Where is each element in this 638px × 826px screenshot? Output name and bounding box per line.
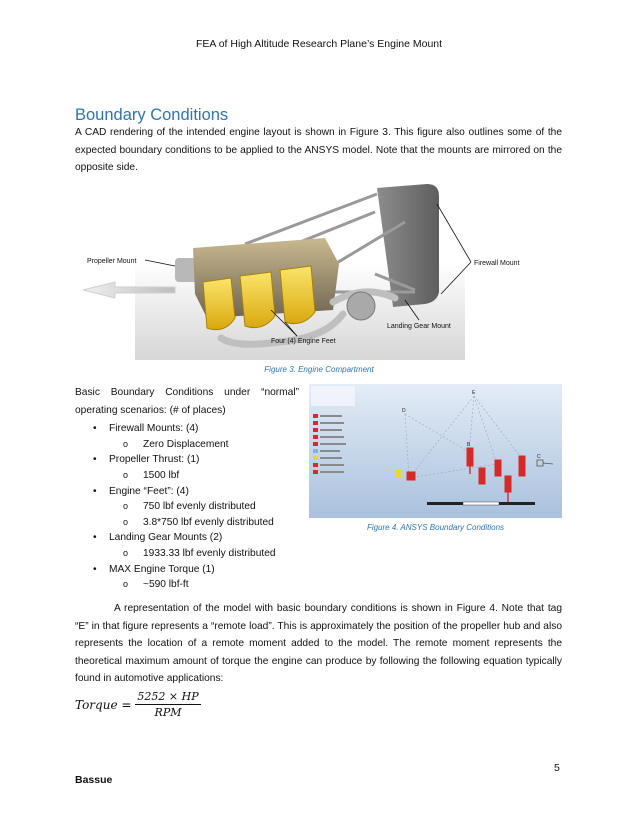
boundary-conditions-list — [75, 384, 299, 593]
label-propeller-mount: Propeller Mount — [87, 258, 137, 265]
equation-numerator: 5252 × HP — [137, 690, 199, 703]
equation-fraction — [135, 690, 200, 719]
sub-list-item: o Zero Displacement — [109, 437, 299, 453]
list-item — [75, 484, 299, 531]
point-label-c: C — [537, 454, 541, 460]
sub-list-item: o 3.8*750 lbf evenly distributed — [109, 515, 299, 531]
model-description-paragraph: A representation of the model with basic boundary conditions is shown in Figure 4. Note that tag “E” in that figure represents a “remote load”. This is approximately the position of the propeller hub and also represents the location of a remote moment added to the model. The remote moment represents the theoretical maximum amount of torque the engine can produce by following the following equation typically found in automotive applications: — [75, 603, 562, 685]
point-label-e: E — [472, 390, 476, 396]
condition-label: Firewall Mounts: (4) — [109, 423, 199, 435]
ansys-viewport — [309, 384, 562, 518]
sub-list-item: o ~590 lbf-ft — [109, 577, 299, 593]
page-header: FEA of High Altitude Research Plane’s Engine Mount — [195, 38, 443, 50]
figure4-caption: Figure 4. ANSYS Boundary Conditions — [366, 523, 505, 532]
intro-paragraph: A CAD rendering of the intended engine layout is shown in Figure 3. This figure also outlines some of the expected boundary conditions to be applied to the ANSYS model. Note that the mounts are mirrored on the opposite side. — [75, 127, 562, 174]
scale-bar — [427, 502, 535, 505]
sub-list-item: o 750 lbf evenly distributed — [109, 499, 299, 515]
figure3-caption: Figure 3. Engine Compartment — [264, 365, 374, 374]
page-number: 5 — [554, 762, 560, 774]
section-heading: Boundary Conditions — [75, 106, 229, 124]
conditions-bullets — [75, 421, 299, 593]
list-item — [75, 452, 299, 483]
label-firewall-mount: Firewall Mount — [474, 260, 520, 267]
label-engine-feet: Four (4) Engine Feet — [271, 338, 336, 345]
torque-equation — [75, 690, 201, 719]
point-label-d: D — [402, 408, 406, 414]
list-item — [75, 421, 299, 452]
remote-load-marker — [395, 470, 401, 478]
engine-compartment-figure — [75, 182, 565, 360]
condition-label: Propeller Thrust: (1) — [109, 454, 200, 466]
condition-label: Engine “Feet”: (4) — [109, 485, 189, 497]
conditions-intro: Basic Boundary Conditions under “normal” operating scenarios: (# of places) — [75, 387, 299, 416]
ansys-figure — [309, 384, 562, 518]
sub-list-item: o 1933.33 lbf evenly distributed — [109, 546, 299, 562]
sub-list-item: o 1500 lbf — [109, 468, 299, 484]
footer-author: Bassue — [75, 774, 113, 786]
equation-lhs: Torque = — [75, 697, 132, 712]
turbo-unit — [347, 292, 375, 320]
list-item — [75, 530, 299, 561]
engine-render — [75, 182, 565, 360]
condition-label: Landing Gear Mounts (2) — [109, 532, 223, 544]
list-item — [75, 562, 299, 593]
point-label-b: B — [467, 442, 471, 448]
condition-label: MAX Engine Torque (1) — [109, 563, 215, 575]
label-landing-gear-mount: Landing Gear Mount — [387, 323, 451, 330]
equation-denominator: RPM — [154, 706, 182, 719]
